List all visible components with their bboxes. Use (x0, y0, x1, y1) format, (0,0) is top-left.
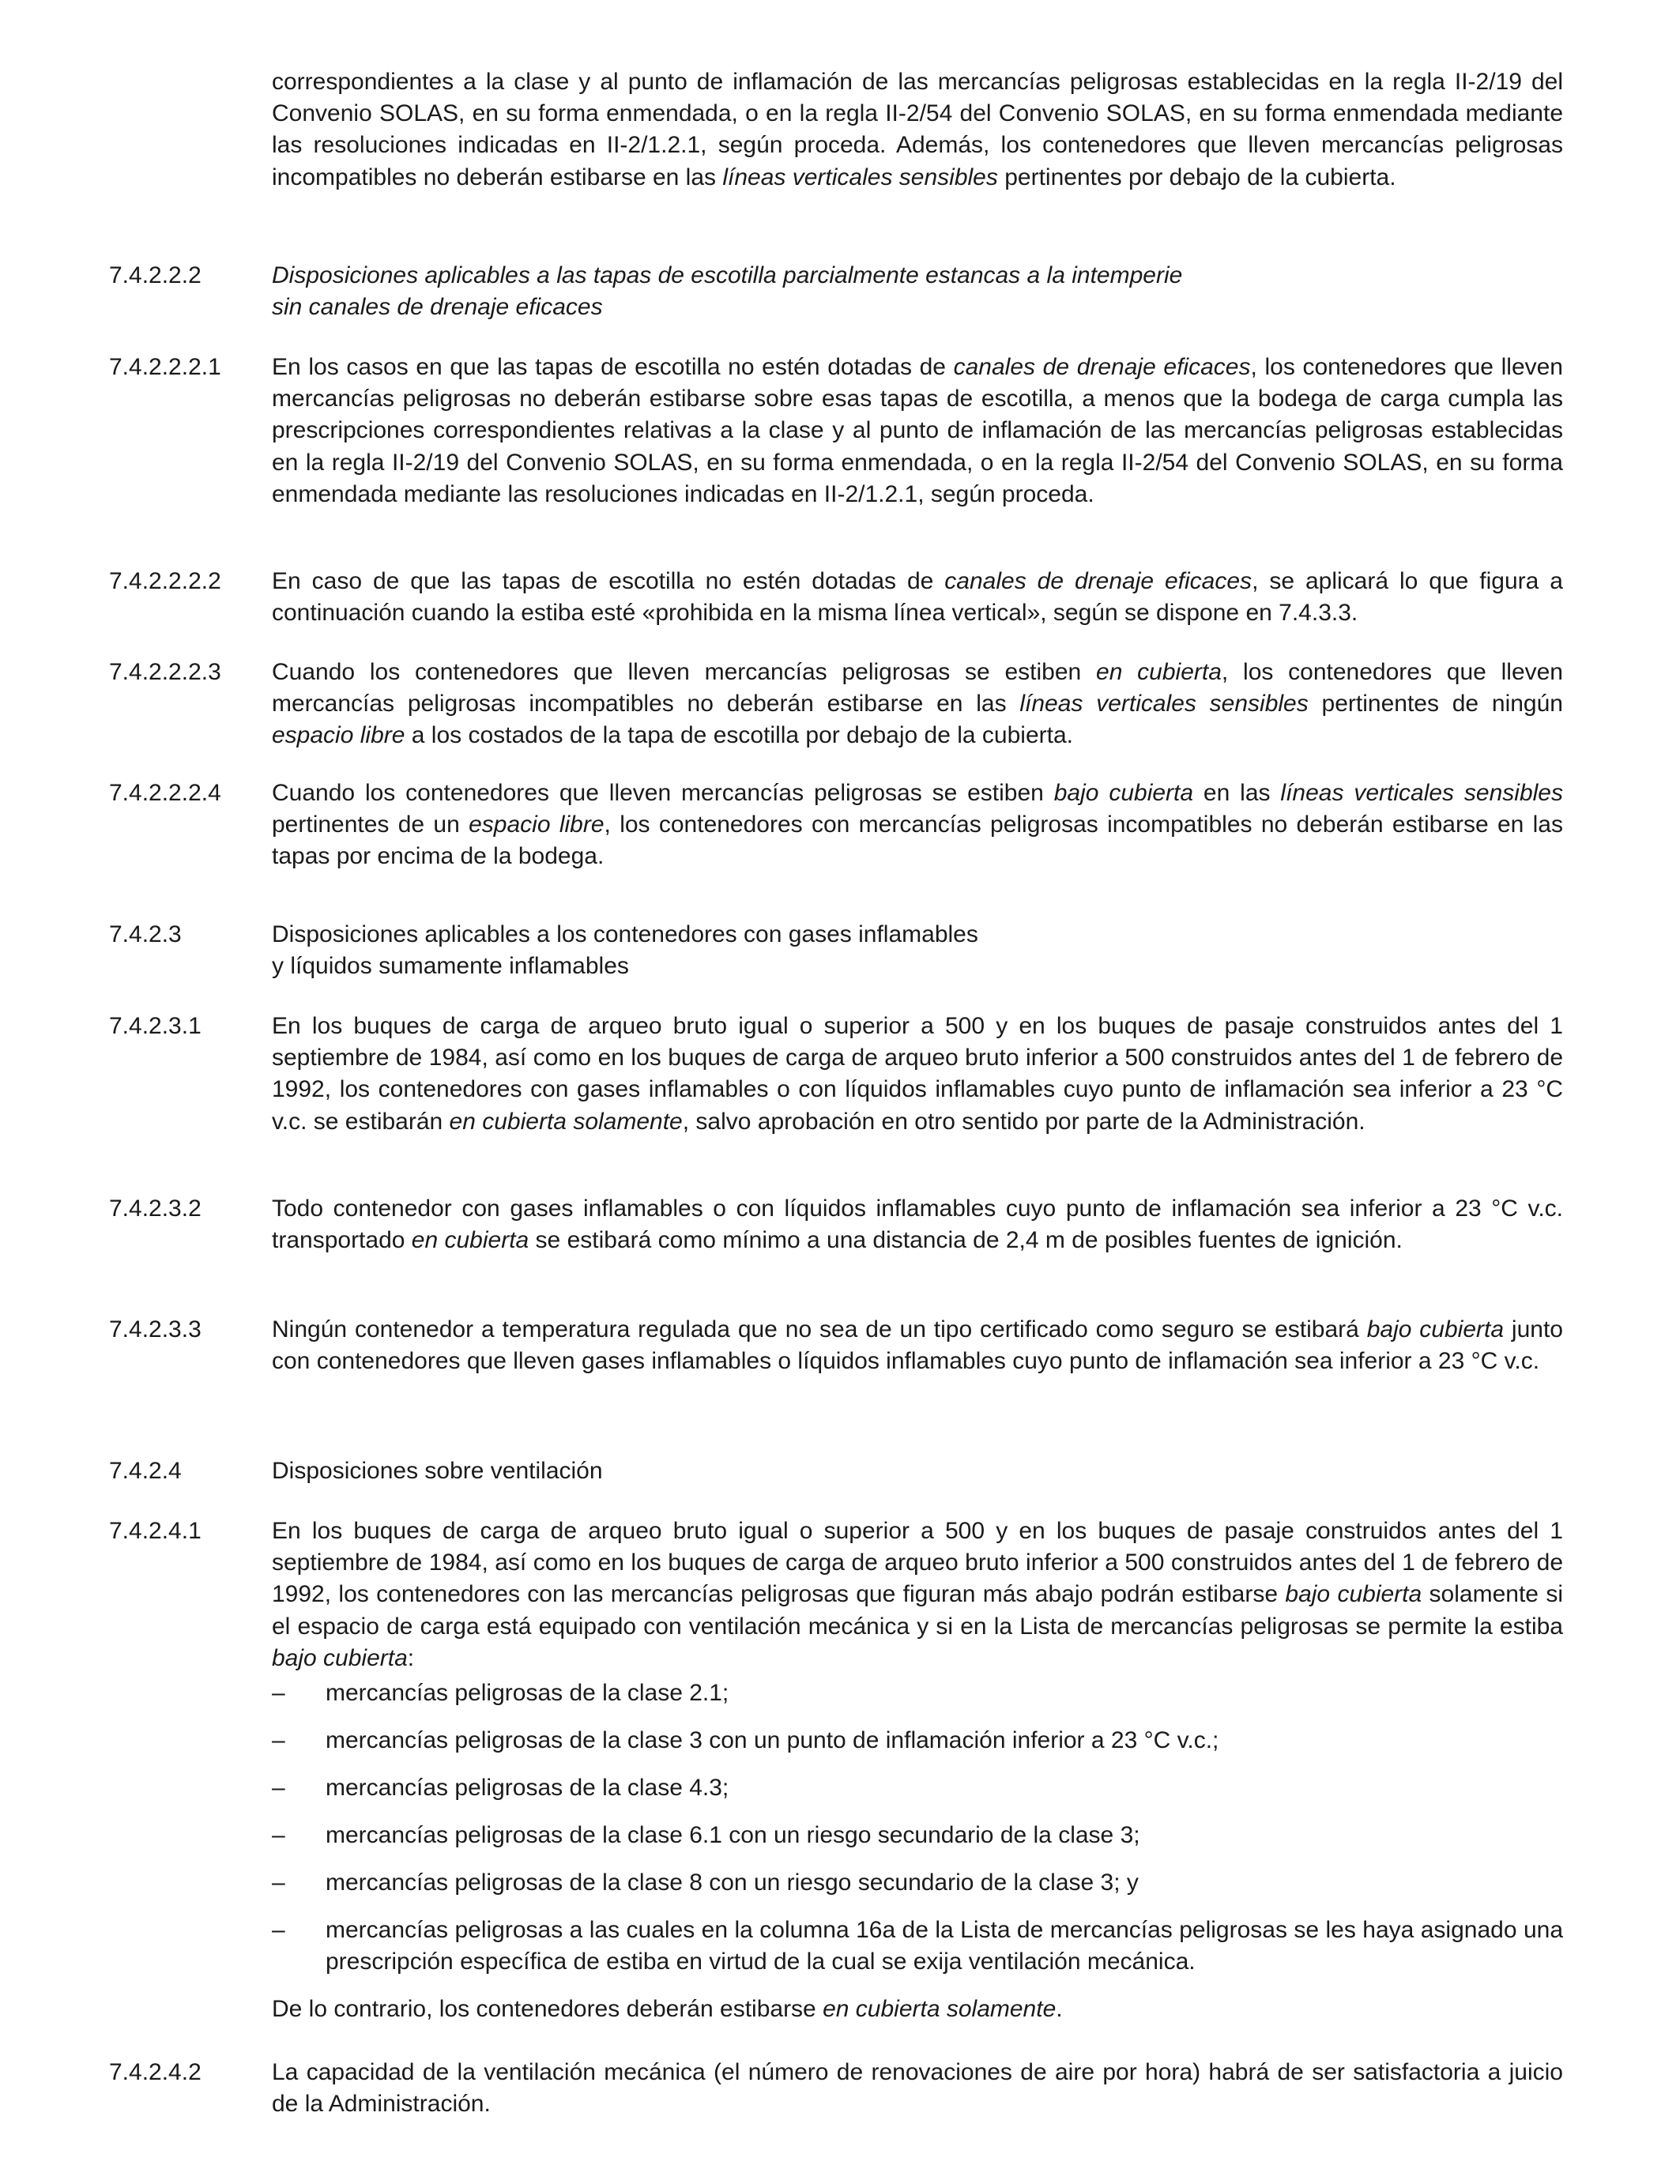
section-number: 7.4.2.2.2.2 (109, 568, 221, 594)
paragraph-text: correspondientes a la clase y al punto de inflamación de las mercancías peligrosas establecidas en la regla II-2/19 del Convenio SOLAS, en su forma enmendada, o en la regla II-2/54 del Convenio SOLAS, en su forma enmendada mediante las resoluciones indicadas en II-2/1.2.1, según proceda. Además, los contenedores que lleven mercancías peligrosas incompatibles no deberán estibarse en las líneas verticales sensibles pertinentes por debajo de la cubierta. (272, 69, 1563, 190)
italic-term: bajo cubierta (1366, 1316, 1505, 1342)
section-number: 7.4.2.3 (109, 921, 182, 947)
list-item (272, 1820, 1563, 1851)
italic-term: bajo cubierta (1053, 780, 1194, 806)
paragraph-continuation (109, 66, 1563, 194)
heading-line: Disposiciones aplicables a las tapas de escotilla parcialmente estancas a la intemperie (272, 262, 1183, 288)
paragraph-text: Ningún contenedor a temperatura regulada que no sea de un tipo certificado como seguro se estibará bajo cubierta junto con contenedores que lleven gases inflamables o líquidos inflamables cuyo punto de inflamación sea inferior a 23 °C v.c. (272, 1316, 1563, 1375)
italic-term: líneas verticales sensibles (722, 164, 998, 190)
section-number: 7.4.2.2.2 (109, 262, 202, 288)
italic-term: en cubierta (1096, 659, 1222, 685)
section-number: 7.4.2.3.3 (109, 1316, 202, 1342)
paragraph-text: La capacidad de la ventilación mecánica (el número de renovaciones de aire por hora) habrá de ser satisfactoria a juicio de la Administración. (272, 2059, 1563, 2118)
paragraph-text: Cuando los contenedores que lleven mercancías peligrosas se estiben en cubierta, los contenedores que lleven mercancías peligrosas incompatibles no deberán estibarse en las líneas verticales sensibles pertinentes de ningún espacio libre a los costados de la tapa de escotilla por debajo de la cubierta. (272, 659, 1563, 749)
list-item (272, 1772, 1563, 1804)
bullet-dash: – (272, 1917, 285, 1943)
paragraph-text: De lo contrario, los contenedores deberán estibarse en cubierta solamente. (272, 1996, 1063, 2022)
bullet-text: mercancías peligrosas de la clase 4.3; (326, 1775, 729, 1801)
paragraph-text: Cuando los contenedores que lleven mercancías peligrosas se estiben bajo cubierta en las líneas verticales sensibles pertinentes de un espacio libre, los contenedores con mercancías peligrosas incompatibles no deberán estibarse en las tapas por encima de la bodega. (272, 780, 1563, 870)
italic-term: canales de drenaje eficaces (944, 568, 1252, 594)
heading-line: sin canales de drenaje eficaces (272, 294, 603, 321)
italic-term: canales de drenaje eficaces (953, 354, 1251, 380)
section-7-4-2-3 (109, 919, 1563, 982)
section-number: 7.4.2.2.2.4 (109, 780, 221, 806)
heading-line: Disposiciones aplicables a los contenedores con gases inflamables (272, 921, 978, 947)
heading-line: Disposiciones sobre ventilación (272, 1458, 603, 1484)
list-item (272, 1678, 1563, 1709)
section-7-4-2-2-2-3 (109, 657, 1563, 752)
bullet-dash: – (272, 1680, 285, 1706)
section-number: 7.4.2.4.2 (109, 2059, 202, 2085)
section-number: 7.4.2.4 (109, 1458, 182, 1484)
section-heading (272, 1455, 1563, 1487)
heading-line: y líquidos sumamente inflamables (272, 953, 629, 980)
paragraph-text: En los casos en que las tapas de escotilla no estén dotadas de canales de drenaje eficaces, los contenedores que lleven mercancías peligrosas no deberán estibarse sobre esas tapas de escotilla, a menos que la bodega de carga cumpla las prescripciones correspondientes relativas a la clase y al punto de inflamación de las mercancías peligrosas establecidas en la regla II-2/19 del Convenio SOLAS, en su forma enmendada, o en la regla II-2/54 del Convenio SOLAS, en su forma enmendada mediante las resoluciones indicadas en II-2/1.2.1, según proceda. (272, 354, 1563, 507)
section-number: 7.4.2.3.1 (109, 1013, 202, 1039)
section-heading (272, 919, 1563, 982)
italic-term: bajo cubierta (1285, 1581, 1422, 1608)
italic-term: en cubierta solamente (449, 1108, 683, 1135)
section-number: 7.4.2.4.1 (109, 1518, 202, 1544)
paragraph-text: Todo contenedor con gases inflamables o con líquidos inflamables cuyo punto de inflamación sea inferior a 23 °C v.c. transportado en cubierta se estibará como mínimo a una distancia de 2,4 m de posibles fuentes de ignición. (272, 1196, 1563, 1254)
bullet-dash: – (272, 1870, 285, 1896)
bullet-text: mercancías peligrosas de la clase 3 con un punto de inflamación inferior a 23 °C v.c.; (326, 1727, 1219, 1753)
section-7-4-2-2-2-2 (109, 566, 1563, 629)
section-heading (272, 260, 1563, 323)
section-7-4-2-2-2 (109, 260, 1563, 323)
paragraph-otherwise (109, 1994, 1563, 2025)
section-7-4-2-3-1 (109, 1011, 1563, 1138)
list-item (272, 1867, 1563, 1899)
section-7-4-2-3-3 (109, 1314, 1563, 1377)
italic-term: en cubierta solamente (823, 1996, 1057, 2022)
section-number: 7.4.2.2.2.1 (109, 354, 221, 380)
paragraph-text: En los buques de carga de arqueo bruto igual o superior a 500 y en los buques de pasaje construidos antes del 1 septiembre de 1984, así como en los buques de carga de arqueo bruto inferior a 500 construidos antes del 1 de febrero de 1992, los contenedores con las mercancías peligrosas que figuran más abajo podrán estibarse bajo cubierta solamente si el espacio de carga está equipado con ventilación mecánica y si en la Lista de mercancías peligrosas se permite la estiba bajo cubierta: (272, 1518, 1563, 1671)
section-7-4-2-4-2 (109, 2057, 1563, 2120)
section-number: 7.4.2.2.2.3 (109, 659, 221, 685)
list-item (272, 1725, 1563, 1757)
section-number: 7.4.2.3.2 (109, 1196, 202, 1222)
list-item (272, 1915, 1563, 1978)
section-7-4-2-4 (109, 1455, 1563, 1487)
italic-term: líneas verticales sensibles (1019, 691, 1309, 717)
section-7-4-2-4-1 (109, 1516, 1563, 1674)
italic-term: bajo cubierta (272, 1644, 408, 1671)
paragraph-text: En los buques de carga de arqueo bruto igual o superior a 500 y en los buques de pasaje construidos antes del 1 septiembre de 1984, así como en los buques de carga de arqueo bruto inferior a 500 construidos antes del 1 de febrero de 1992, los contenedores con gases inflamables o con líquidos inflamables cuyo punto de inflamación sea inferior a 23 °C v.c. se estibarán en cubierta solamente, salvo aprobación en otro sentido por parte de la Administración. (272, 1013, 1563, 1135)
section-7-4-2-3-2 (109, 1193, 1563, 1256)
bullet-text: mercancías peligrosas de la clase 8 con un riesgo secundario de la clase 3; y (326, 1870, 1139, 1896)
italic-term: espacio libre (272, 722, 405, 749)
section-7-4-2-2-2-4 (109, 778, 1563, 873)
italic-term: espacio libre (469, 811, 605, 838)
bullet-dash: – (272, 1822, 285, 1848)
section-7-4-2-2-2-1 (109, 352, 1563, 510)
bullet-dash: – (272, 1775, 285, 1801)
paragraph-text: En caso de que las tapas de escotilla no estén dotadas de canales de drenaje eficaces, se aplicará lo que figura a continuación cuando la estiba esté «prohibida en la misma línea vertical», según se dispone en 7.4.3.3. (272, 568, 1563, 627)
bullet-text: mercancías peligrosas a las cuales en la columna 16a de la Lista de mercancías peligrosas se les haya asignado una prescripción específica de estiba en virtud de la cual se exija ventilación mecánica. (326, 1917, 1563, 1975)
bullet-text: mercancías peligrosas de la clase 6.1 con un riesgo secundario de la clase 3; (326, 1822, 1140, 1848)
bullet-dash: – (272, 1727, 285, 1753)
italic-term: en cubierta (411, 1227, 529, 1254)
bullet-text: mercancías peligrosas de la clase 2.1; (326, 1680, 729, 1706)
italic-term: líneas verticales sensibles (1280, 780, 1563, 806)
